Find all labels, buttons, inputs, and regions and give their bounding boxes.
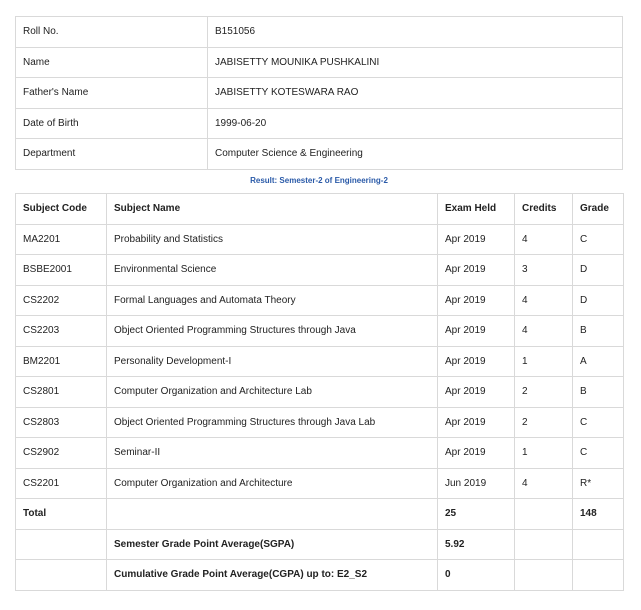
- credits: 3: [515, 255, 573, 286]
- info-label: Department: [16, 139, 208, 170]
- grade: D: [573, 255, 624, 286]
- subject-code: BM2201: [16, 346, 107, 377]
- subject-code: CS2902: [16, 438, 107, 469]
- result-table: [15, 193, 624, 591]
- total-label: Total: [16, 499, 107, 530]
- empty-cell: [573, 560, 624, 591]
- total-credits: 25: [438, 499, 515, 530]
- subject-name: Environmental Science: [107, 255, 438, 286]
- table-row: [16, 407, 624, 438]
- header-exam-held: Exam Held: [438, 194, 515, 225]
- empty-cell: [107, 499, 438, 530]
- subject-code: BSBE2001: [16, 255, 107, 286]
- subject-name: Personality Development-I: [107, 346, 438, 377]
- credits: 2: [515, 377, 573, 408]
- info-label: Date of Birth: [16, 108, 208, 139]
- grade: C: [573, 407, 624, 438]
- table-row: [16, 224, 624, 255]
- header-grade: Grade: [573, 194, 624, 225]
- sgpa-value: 5.92: [438, 529, 515, 560]
- info-row-father: [16, 78, 623, 109]
- info-value: JABISETTY MOUNIKA PUSHKALINI: [208, 47, 623, 78]
- exam-held: Apr 2019: [438, 407, 515, 438]
- info-row-name: [16, 47, 623, 78]
- grade: B: [573, 377, 624, 408]
- cgpa-row: [16, 560, 624, 591]
- credits: 4: [515, 224, 573, 255]
- subject-name: Computer Organization and Architecture Lab: [107, 377, 438, 408]
- exam-held: Apr 2019: [438, 438, 515, 469]
- info-label: Name: [16, 47, 208, 78]
- info-value: 1999-06-20: [208, 108, 623, 139]
- exam-held: Apr 2019: [438, 255, 515, 286]
- info-row-dob: [16, 108, 623, 139]
- result-header-row: [16, 194, 624, 225]
- empty-cell: [573, 529, 624, 560]
- credits: 2: [515, 407, 573, 438]
- subject-name: Seminar-II: [107, 438, 438, 469]
- grade: C: [573, 438, 624, 469]
- grade: A: [573, 346, 624, 377]
- empty-cell: [515, 529, 573, 560]
- subject-rows: [16, 224, 624, 499]
- header-subject-code: Subject Code: [16, 194, 107, 225]
- grade: R*: [573, 468, 624, 499]
- student-info-table: [15, 16, 623, 170]
- table-row: [16, 255, 624, 286]
- subject-code: CS2201: [16, 468, 107, 499]
- info-row-department: [16, 139, 623, 170]
- info-value: B151056: [208, 17, 623, 48]
- subject-name: Probability and Statistics: [107, 224, 438, 255]
- exam-held: Jun 2019: [438, 468, 515, 499]
- subject-name: Formal Languages and Automata Theory: [107, 285, 438, 316]
- subject-code: MA2201: [16, 224, 107, 255]
- grade: C: [573, 224, 624, 255]
- subject-name: Object Oriented Programming Structures through Java Lab: [107, 407, 438, 438]
- table-row: [16, 468, 624, 499]
- exam-held: Apr 2019: [438, 346, 515, 377]
- header-subject-name: Subject Name: [107, 194, 438, 225]
- credits: 1: [515, 438, 573, 469]
- subject-name: Object Oriented Programming Structures through Java: [107, 316, 438, 347]
- sgpa-label: Semester Grade Point Average(SGPA): [107, 529, 438, 560]
- table-row: [16, 285, 624, 316]
- credits: 4: [515, 285, 573, 316]
- table-row: [16, 438, 624, 469]
- subject-code: CS2803: [16, 407, 107, 438]
- info-label: Roll No.: [16, 17, 208, 48]
- empty-cell: [515, 499, 573, 530]
- table-row: [16, 316, 624, 347]
- grade: B: [573, 316, 624, 347]
- result-title: Result: Semester-2 of Engineering-2: [250, 176, 388, 185]
- table-row: [16, 377, 624, 408]
- total-row: [16, 499, 624, 530]
- subject-code: CS2203: [16, 316, 107, 347]
- exam-held: Apr 2019: [438, 316, 515, 347]
- empty-cell: [515, 560, 573, 591]
- exam-held: Apr 2019: [438, 377, 515, 408]
- empty-cell: [16, 560, 107, 591]
- header-credits: Credits: [515, 194, 573, 225]
- info-value: JABISETTY KOTESWARA RAO: [208, 78, 623, 109]
- total-points: 148: [573, 499, 624, 530]
- credits: 4: [515, 468, 573, 499]
- credits: 1: [515, 346, 573, 377]
- cgpa-value: 0: [438, 560, 515, 591]
- subject-code: CS2202: [16, 285, 107, 316]
- info-label: Father's Name: [16, 78, 208, 109]
- info-row-roll: [16, 17, 623, 48]
- subject-code: CS2801: [16, 377, 107, 408]
- table-row: [16, 346, 624, 377]
- empty-cell: [16, 529, 107, 560]
- credits: 4: [515, 316, 573, 347]
- info-value: Computer Science & Engineering: [208, 139, 623, 170]
- exam-held: Apr 2019: [438, 224, 515, 255]
- grade: D: [573, 285, 624, 316]
- cgpa-label: Cumulative Grade Point Average(CGPA) up to: E2_S2: [107, 560, 438, 591]
- subject-name: Computer Organization and Architecture: [107, 468, 438, 499]
- exam-held: Apr 2019: [438, 285, 515, 316]
- sgpa-row: [16, 529, 624, 560]
